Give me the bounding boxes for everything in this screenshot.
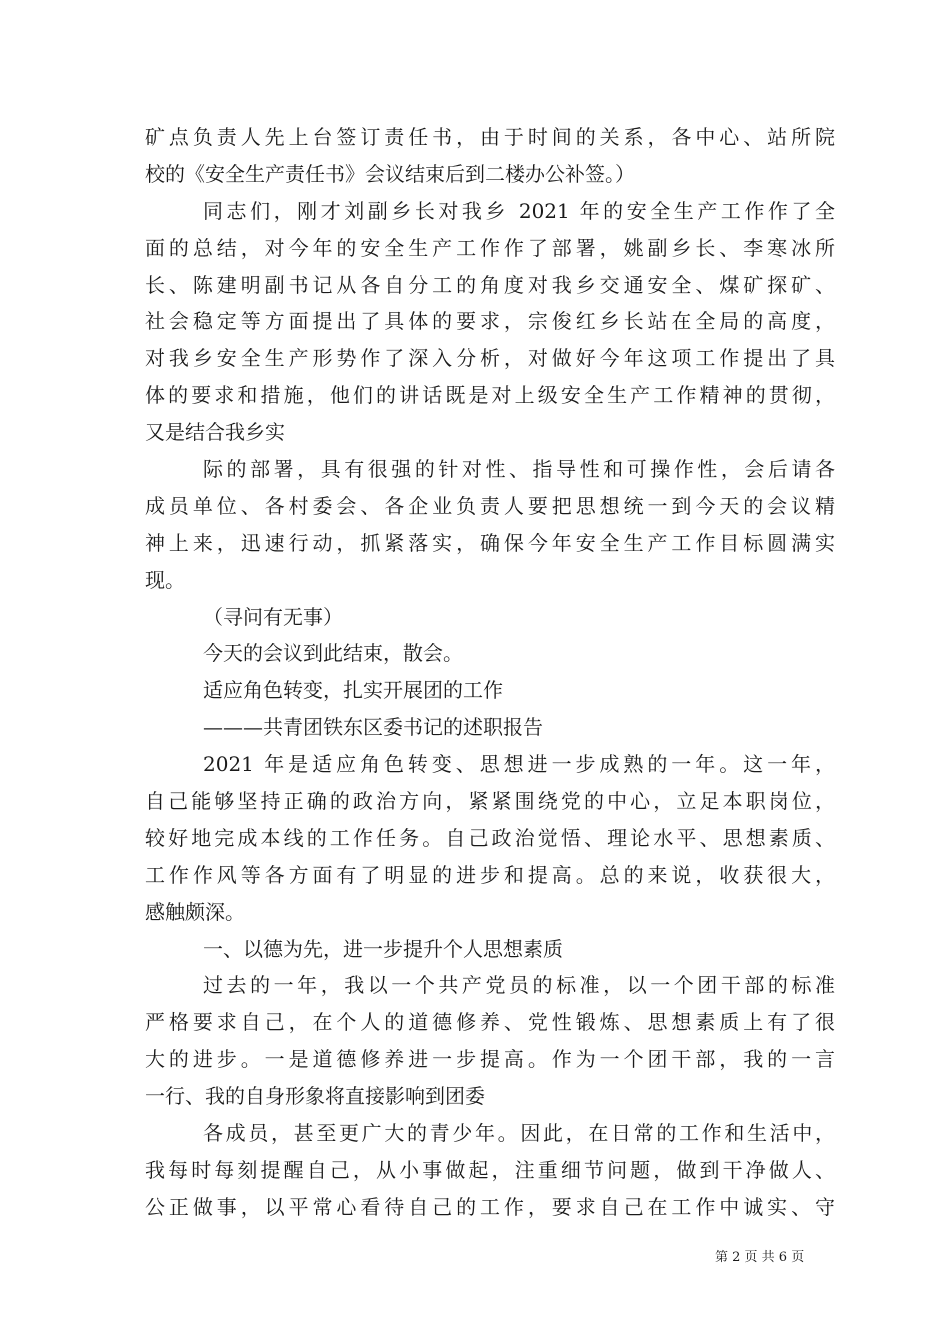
section-heading: 一、以德为先，进一步提升个人思想素质 (203, 936, 563, 961)
text-line: 自己能够坚持正确的政治方向，紧紧围绕党的中心，立足本职岗位， (145, 789, 835, 814)
text-line: 大的进步。一是道德修养进一步提高。作为一个团干部，我的一言 (145, 1047, 835, 1072)
text-line: 公正做事，以平常心看待自己的工作，要求自己在工作中诚实、守 (145, 1194, 835, 1219)
text-line: （寻问有无事） (203, 604, 343, 629)
text-line: 校的《安全生产责任书》会议结束后到二楼办公补签。） (145, 161, 635, 186)
text-line: 我每时每刻提醒自己，从小事做起，注重细节问题，做到干净做人、 (145, 1157, 835, 1182)
text-line: 过去的一年，我以一个共产党员的标准，以一个团干部的标准 (203, 973, 835, 998)
text-line: 矿点负责人先上台签订责任书，由于时间的关系，各中心、站所院 (145, 125, 835, 149)
text-line: 面的总结，对今年的安全生产工作作了部署，姚副乡长、李寒冰所 (145, 235, 835, 260)
text-line: 社会稳定等方面提出了具体的要求，宗俊红乡长站在全局的高度， (145, 309, 835, 334)
text-line: 一行、我的自身形象将直接影响到团委 (145, 1084, 485, 1109)
text-line: 对我乡安全生产形势作了深入分析，对做好今年这项工作提出了具 (145, 346, 835, 371)
text-line: 体的要求和措施，他们的讲话既是对上级安全生产工作精神的贯彻， (145, 383, 835, 408)
text-line: 又是结合我乡实 (145, 420, 285, 445)
section-subtitle: ———共青团铁东区委书记的述职报告 (203, 715, 543, 740)
text-line: 严格要求自己，在个人的道德修养、党性锻炼、思想素质上有了很 (145, 1010, 835, 1035)
text-line: 2021 年是适应角色转变、思想进一步成熟的一年。这一年， (203, 752, 835, 777)
body-text (145, 119, 835, 1226)
text-line: 现。 (145, 567, 185, 592)
text-line: 同志们，刚才刘副乡长对我乡 2021 年的安全生产工作作了全 (203, 198, 835, 223)
text-line: 较好地完成本线的工作任务。自己政治觉悟、理论水平、思想素质、 (145, 825, 835, 850)
text-line: 各成员，甚至更广大的青少年。因此，在日常的工作和生活中， (203, 1121, 835, 1146)
text-line: 际的部署，具有很强的针对性、指导性和可操作性，会后请各 (203, 457, 835, 482)
text-line: 今天的会议到此结束，散会。 (203, 641, 463, 666)
text-line: 长、陈建明副书记从各自分工的角度对我乡交通安全、煤矿探矿、 (145, 272, 835, 297)
page-number: 第 2 页 共 6 页 (715, 1250, 805, 1265)
text-line: 感触颇深。 (145, 899, 245, 924)
section-title: 适应角色转变，扎实开展团的工作 (203, 678, 503, 703)
text-line: 神上来，迅速行动，抓紧落实，确保今年安全生产工作目标圆满实 (145, 530, 835, 555)
text-line: 成员单位、各村委会、各企业负责人要把思想统一到今天的会议精 (145, 493, 835, 518)
text-line: 工作作风等各方面有了明显的进步和提高。总的来说，收获很大， (145, 862, 835, 887)
